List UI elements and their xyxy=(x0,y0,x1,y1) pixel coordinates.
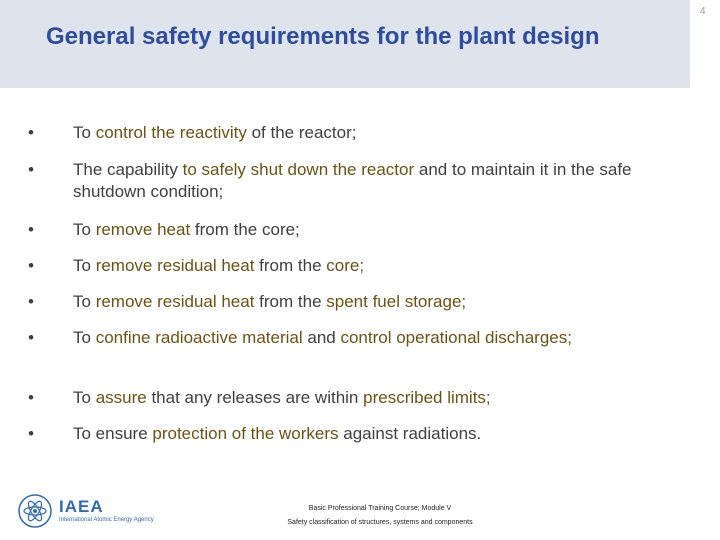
bullet-text xyxy=(73,255,688,277)
bullet-text xyxy=(73,122,688,144)
bullet-marker: • xyxy=(28,256,34,275)
logo-name: IAEA xyxy=(59,497,104,516)
highlighted-phrase: remove residual heat xyxy=(95,256,255,275)
bullet-text xyxy=(73,159,688,203)
bullet-text xyxy=(73,387,688,409)
page-number: 4 xyxy=(700,6,706,17)
highlighted-phrase: protection of the workers xyxy=(152,424,339,443)
bullet-text xyxy=(73,219,688,241)
text-run: To xyxy=(73,256,96,275)
text-run: To xyxy=(73,292,96,311)
bullet-marker: • xyxy=(28,160,34,179)
atom-emblem-icon xyxy=(17,493,53,529)
text-run: and to maintain it in the safe shutdown condition; xyxy=(73,160,632,201)
highlighted-phrase: assure xyxy=(95,388,147,407)
bullet-marker: • xyxy=(28,220,34,239)
bullet-text xyxy=(73,327,688,349)
bullet-text xyxy=(73,423,688,445)
bullet-marker: • xyxy=(28,388,34,407)
highlighted-phrase: control operational discharges; xyxy=(340,328,572,347)
logo-subtitle: International Atomic Energy Agency xyxy=(59,517,154,523)
highlighted-phrase: remove heat xyxy=(95,220,191,239)
highlighted-phrase: remove residual heat xyxy=(95,292,255,311)
bullet-marker: • xyxy=(28,328,34,347)
text-run: from the xyxy=(254,256,327,275)
highlighted-phrase: prescribed limits; xyxy=(363,388,491,407)
highlighted-phrase: confine radioactive material xyxy=(95,328,303,347)
text-run: To xyxy=(73,388,96,407)
text-run: The capability xyxy=(73,160,183,179)
bullet-text xyxy=(73,291,688,313)
text-run: from the xyxy=(254,292,327,311)
iaea-logo xyxy=(17,493,182,529)
text-run: against radiations. xyxy=(338,424,482,443)
highlighted-phrase: core; xyxy=(326,256,365,275)
bullet-marker: • xyxy=(28,292,34,311)
text-run: from the core; xyxy=(190,220,300,239)
text-run: and xyxy=(302,328,341,347)
bullet-marker: • xyxy=(28,123,34,142)
highlighted-phrase: spent fuel storage; xyxy=(326,292,467,311)
slide-title: General safety requirements for the plant design xyxy=(46,23,600,50)
highlighted-phrase: control the reactivity xyxy=(95,123,247,142)
text-run: To xyxy=(73,220,96,239)
text-run: that any releases are within xyxy=(146,388,364,407)
text-run: To xyxy=(73,328,96,347)
text-run: To ensure xyxy=(73,424,153,443)
text-run: To xyxy=(73,123,96,142)
bullet-marker: • xyxy=(28,424,34,443)
text-run: of the reactor; xyxy=(246,123,357,142)
footer-course: Basic Professional Training Course; Module V xyxy=(308,505,452,512)
highlighted-phrase: to safely shut down the reactor xyxy=(182,160,415,179)
footer-topic: Safety classification of structures, systems and components xyxy=(287,519,473,526)
